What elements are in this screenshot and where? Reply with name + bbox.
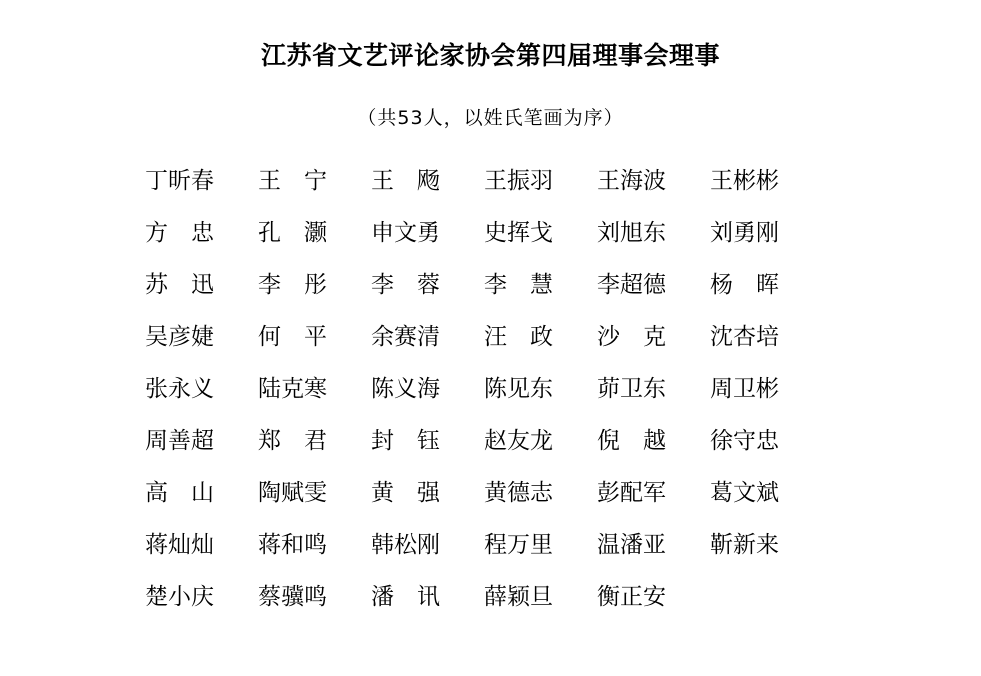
member-name: 韩松刚 — [371, 532, 440, 558]
member-name: 茆卫东 — [597, 376, 666, 402]
member-name: 刘勇刚 — [710, 220, 779, 246]
member-name: 刘旭东 — [597, 220, 666, 246]
member-name: 程万里 — [484, 532, 553, 558]
member-name: 蒋和鸣 — [258, 532, 327, 558]
member-name: 何 平 — [258, 324, 327, 350]
document-title: 江苏省文艺评论家协会第四届理事会理事 — [260, 41, 720, 70]
member-name: 李 慧 — [484, 272, 553, 298]
member-name: 张永义 — [145, 376, 214, 402]
member-name: 衡正安 — [597, 584, 666, 610]
member-name: 黄德志 — [484, 480, 553, 506]
member-name: 陈义海 — [371, 376, 440, 402]
member-name: 申文勇 — [371, 220, 440, 246]
member-name: 周卫彬 — [710, 376, 779, 402]
member-name: 汪 政 — [484, 324, 553, 350]
member-name: 王海波 — [597, 168, 666, 194]
member-name: 孔 灏 — [258, 220, 327, 246]
member-name: 蔡骥鸣 — [258, 584, 327, 610]
member-name: 李 蓉 — [371, 272, 440, 298]
member-name: 沙 克 — [597, 324, 666, 350]
member-name: 吴彦婕 — [145, 324, 214, 350]
member-name: 丁昕春 — [145, 168, 214, 194]
member-name: 倪 越 — [597, 428, 666, 454]
member-name: 高 山 — [145, 480, 214, 506]
member-name: 王振羽 — [484, 168, 553, 194]
document-subtitle: （共53人，以姓氏笔画为序） — [357, 107, 624, 129]
member-name: 王彬彬 — [710, 168, 779, 194]
member-name: 方 忠 — [145, 220, 214, 246]
member-name: 潘 讯 — [371, 584, 440, 610]
member-name: 赵友龙 — [484, 428, 553, 454]
member-name: 沈杏培 — [710, 324, 779, 350]
member-name: 封 钰 — [371, 428, 440, 454]
member-name: 陶赋雯 — [258, 480, 327, 506]
member-name: 杨 晖 — [710, 272, 779, 298]
member-name: 苏 迅 — [145, 272, 214, 298]
member-name: 楚小庆 — [145, 584, 214, 610]
member-name: 王 宁 — [258, 168, 327, 194]
member-name: 史挥戈 — [484, 220, 553, 246]
member-name: 黄 强 — [371, 480, 440, 506]
member-name: 葛文斌 — [710, 480, 779, 506]
member-name: 郑 君 — [258, 428, 327, 454]
member-name: 薛颖旦 — [484, 584, 553, 610]
member-name: 彭配军 — [597, 480, 666, 506]
member-name-list — [145, 155, 825, 623]
member-name: 李超德 — [597, 272, 666, 298]
member-name: 李 彤 — [258, 272, 327, 298]
member-name: 温潘亚 — [597, 532, 666, 558]
member-name: 徐守忠 — [710, 428, 779, 454]
member-name: 陆克寒 — [258, 376, 327, 402]
member-name: 蒋灿灿 — [145, 532, 214, 558]
member-name: 余赛清 — [371, 324, 440, 350]
member-name: 陈见东 — [484, 376, 553, 402]
member-name: 靳新来 — [710, 532, 779, 558]
member-name: 周善超 — [145, 428, 214, 454]
member-name: 王 飏 — [371, 168, 440, 194]
